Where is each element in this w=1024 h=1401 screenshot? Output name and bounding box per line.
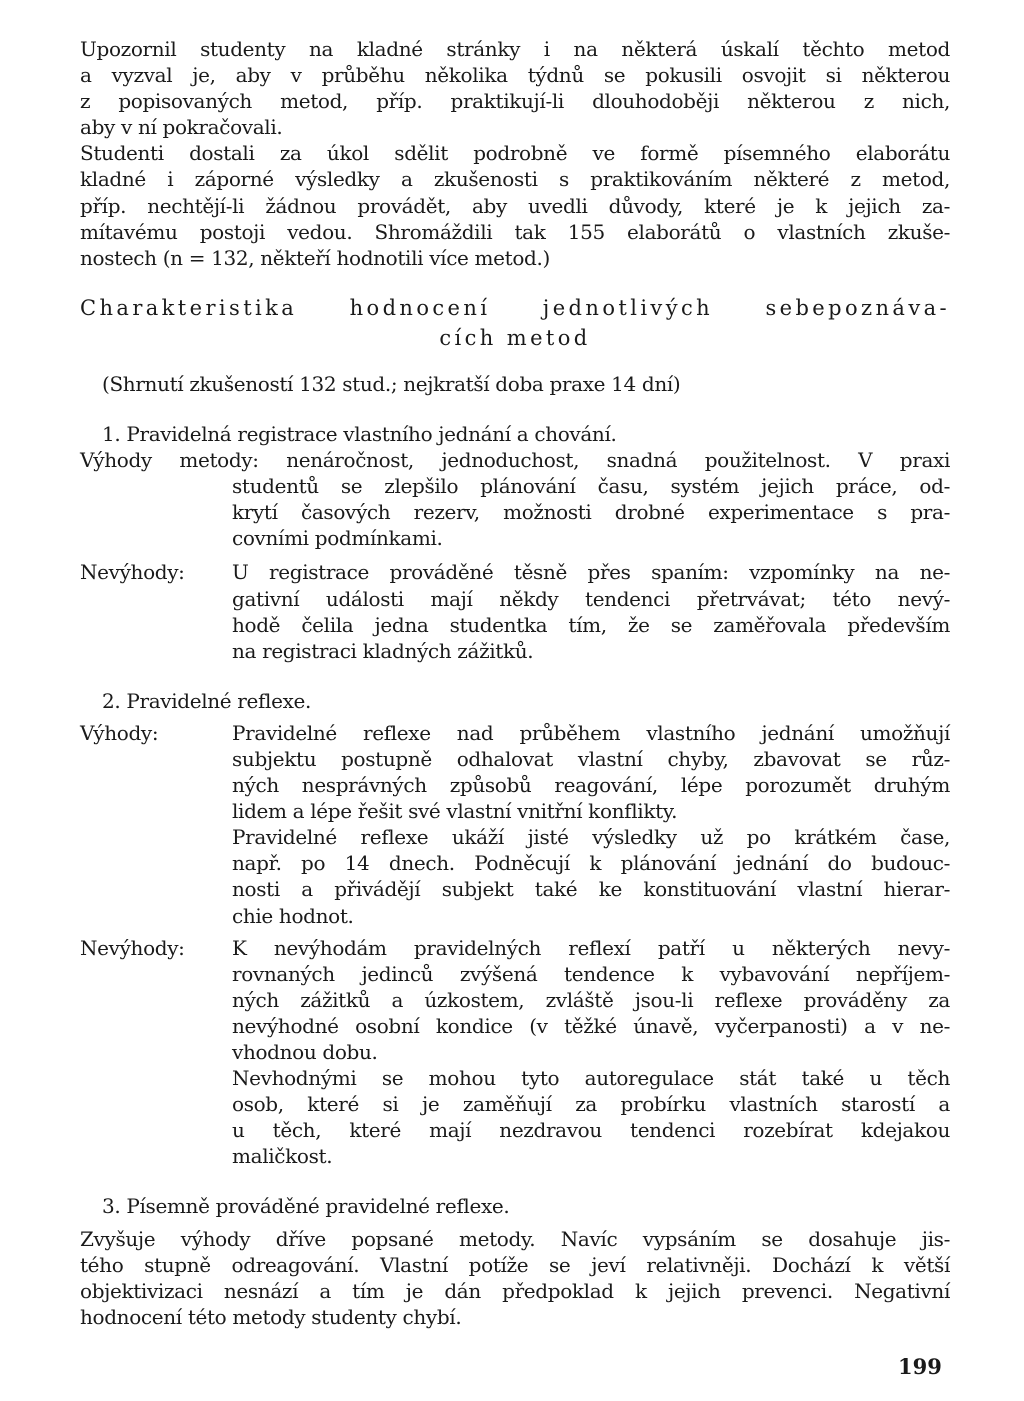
text-line: subjektu postupně odhalovat vlastní chyby, zbavovat se růz- (232, 746, 950, 771)
item-2-advantages (80, 720, 950, 929)
text-line: studentů se zlepšilo plánování času, systém jejich práce, od- (232, 474, 950, 499)
text-line: U registrace prováděné těsně přes spaním: vzpomínky na ne- (232, 560, 950, 585)
item-3-title: 3. Písemně prováděné pravidelné reflexe. (102, 1194, 510, 1219)
text-line: příp. nechtějí-li žádnou provádět, aby uvedli důvody, které je k jejich za- (80, 193, 950, 218)
item-3-body (80, 1226, 950, 1330)
text-line: ných nesprávných způsobů reagování, lépe porozumět druhým (232, 773, 950, 798)
text-line: osob, které si je zaměňují za probírku vlastních starostí a (232, 1092, 950, 1117)
disadvantages-label: Nevýhody: (80, 935, 185, 960)
text-line: krytí časových rezerv, možnosti drobné experimentace s pra- (232, 500, 950, 525)
section-subtitle: (Shrnutí zkušeností 132 stud.; nejkratší doba praxe 14 dní) (102, 371, 681, 396)
advantages-label: Výhody metody: (80, 448, 259, 473)
text-line: ných zážitků a úzkostem, zvláště jsou-li reflexe prováděny za (232, 987, 950, 1012)
section-heading (80, 293, 950, 353)
text-line: u těch, které mají nezdravou tendenci rozebírat kdejakou (232, 1118, 950, 1143)
intro-paragraph-2 (80, 140, 950, 270)
text-line: K nevýhodám pravidelných reflexí patří u některých nevy- (232, 935, 950, 960)
text-line: kladné i záporné výsledky a zkušenosti s praktikováním některé z metod, (80, 167, 950, 192)
text-line: Pravidelné reflexe nad průběhem vlastního jednání umožňují (232, 720, 950, 745)
item-1-title: 1. Pravidelná registrace vlastního jednání a chování. (102, 421, 617, 446)
item-1-disadvantages (80, 559, 950, 663)
text-line: maličkost. (232, 1144, 333, 1169)
text-line: nostech (n = 132, někteří hodnotili více metod.) (80, 245, 550, 270)
text-line: Nevhodnými se mohou tyto autoregulace stát také u těch (232, 1066, 950, 1091)
item-2-title: 2. Pravidelné reflexe. (102, 688, 311, 713)
page-number: 199 (898, 1354, 942, 1379)
text-line: např. po 14 dnech. Podněcují k plánování jednání do budouc- (232, 851, 950, 876)
text-line: nevýhodné osobní kondice (v těžké únavě, vyčerpanosti) a v ne- (232, 1013, 950, 1038)
intro-paragraph-1 (80, 36, 950, 140)
item-1-advantages-first-line (80, 447, 950, 473)
text-line: aby v ní pokračovali. (80, 115, 283, 140)
section-heading-line-1: Charakteristika hodnocení jednotlivých sebepoznáva- (80, 295, 950, 320)
text-line: hodnocení této metody studenty chybí. (80, 1304, 462, 1329)
text-line: gativní události mají někdy tendenci přetrvávat; této nevý- (232, 586, 950, 611)
text-line: objektivizaci nesnází a tím je dán předpoklad k jejich prevenci. Negativní (80, 1278, 950, 1303)
text-line: a vyzval je, aby v průběhu několika týdnů se pokusili osvojit si některou (80, 63, 950, 88)
text-line: Zvyšuje výhody dříve popsané metody. Navíc vypsáním se dosahuje jis- (80, 1226, 950, 1251)
text-line: lidem a lépe řešit své vlastní vnitřní konflikty. (232, 799, 678, 824)
text-line: Studenti dostali za úkol sdělit podrobně ve formě písemného elaborátu (80, 141, 950, 166)
item-1-advantages (80, 447, 950, 551)
text-line: rovnaných jedinců zvýšená tendence k vybavování nepříjem- (232, 961, 950, 986)
disadvantages-label: Nevýhody: (80, 560, 185, 585)
text-line: tého stupně odreagování. Vlastní potíže se jeví relativněji. Dochází k větší (80, 1252, 950, 1277)
text-line: hodě čelila jedna studentka tím, že se zaměřovala především (232, 612, 950, 637)
item-1-disadvantages-body (232, 559, 950, 663)
text-line: z popisovaných metod, příp. praktikují-li dlouhodoběji některou z nich, (80, 89, 950, 114)
item-2-disadvantages (80, 935, 950, 1170)
text-line: mítavému postoji vedou. Shromáždili tak 155 elaborátů o vlastních zkuše- (80, 219, 950, 244)
advantages-label: Výhody: (80, 720, 159, 745)
item-2-advantages-body (232, 720, 950, 929)
text-line: vhodnou dobu. (232, 1040, 378, 1064)
text-line: Upozornil studenty na kladné stránky i na některá úskalí těchto metod (80, 37, 950, 61)
text-line: Pravidelné reflexe ukáží jisté výsledky už po krátkém čase, (232, 825, 950, 850)
section-heading-line-2: cích metod (439, 325, 591, 350)
page-content (80, 36, 950, 1330)
item-1-advantages-continuation (232, 473, 950, 551)
item-2-disadvantages-body (232, 935, 950, 1170)
text-line: na registraci kladných zážitků. (232, 638, 534, 663)
text-line: chie hodnot. (232, 903, 354, 928)
text-fragment: nenáročnost, jednoduchost, snadná použitelnost. V praxi (286, 448, 951, 473)
text-line: nosti a přivádějí subjekt také ke konstituování vlastní hierar- (232, 877, 950, 902)
text-line: covními podmínkami. (232, 526, 443, 551)
